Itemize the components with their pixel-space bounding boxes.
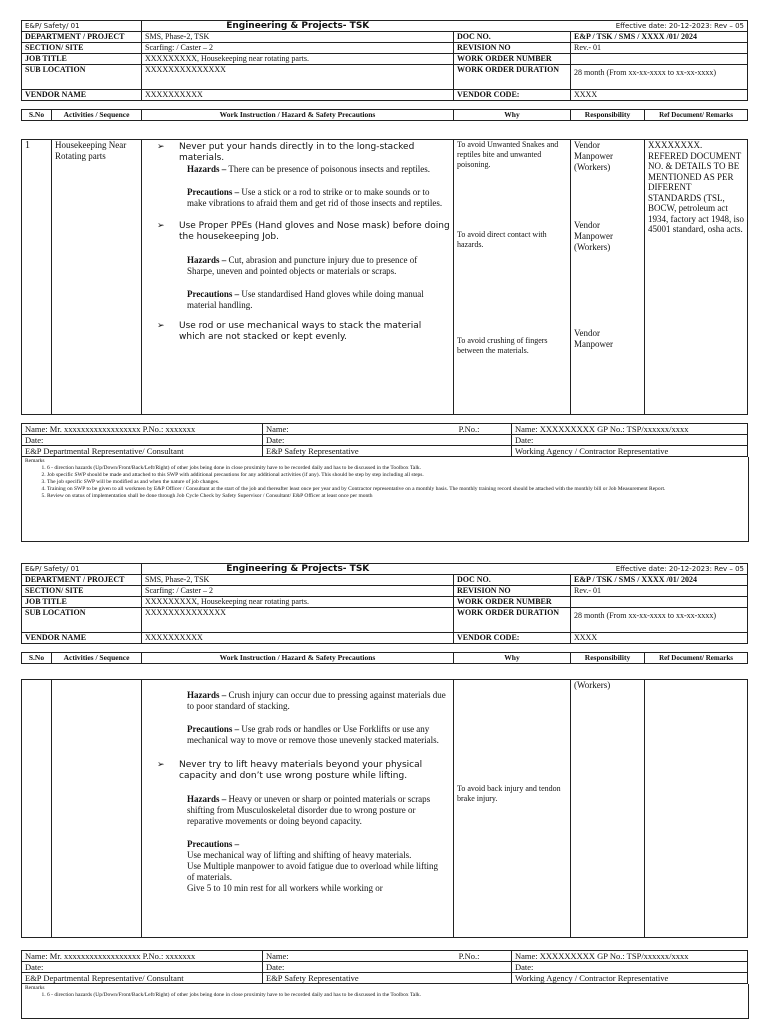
- sign-date-2: Date:: [263, 962, 512, 973]
- arrow-bullet-icon: ➢: [157, 760, 165, 770]
- col-sno: S.No: [22, 653, 52, 664]
- job-title-value: XXXXXXXXX, Housekeeping near rotating parts.: [142, 597, 454, 608]
- responsibility-text: Vendor Manpower: [574, 328, 613, 349]
- col-ref: Ref Document/ Remarks: [645, 653, 748, 664]
- row-activity: [52, 680, 142, 938]
- remark-item: 1. 6 - direction hazards (Up/Down/Front/Back/Left/Right) of other jobs being done in close proximity have to be recorded daily and has to be discussed in the Toolbox Talk.: [47, 465, 745, 472]
- sign-role-2: E&P Safety Representative: [263, 446, 512, 457]
- remark-item: 2. Job specific SWP should be made and attached to this SWP with additional precautions for any additional activities (if any). This should be step by step including all steps.: [47, 472, 745, 479]
- form-ref: E&P/ Safety/ 01: [22, 564, 142, 575]
- signature-table: [21, 423, 748, 457]
- arrow-bullet-icon: ➢: [157, 221, 165, 231]
- remarks-list: [25, 992, 745, 999]
- instruction-bullet: [157, 760, 450, 782]
- col-why: Why: [454, 653, 571, 664]
- responsibility-text: Vendor Manpower (Workers): [574, 140, 613, 172]
- job-title-label: JOB TITLE: [22, 597, 142, 608]
- sign-name-3: Name: XXXXXXXXX GP No.: TSP/xxxxxx/xxxx: [512, 424, 748, 435]
- column-header-table: [21, 652, 748, 664]
- duration-label: WORK ORDER DURATION: [454, 65, 571, 90]
- why-text: To avoid crushing of fingers between the materials.: [457, 336, 548, 355]
- col-ref: Ref Document/ Remarks: [645, 110, 748, 121]
- work-order-value: [571, 54, 748, 65]
- why-cell: [454, 140, 571, 415]
- sign-name-3: Name: XXXXXXXXX GP No.: TSP/xxxxxx/xxxx: [512, 951, 748, 962]
- col-instruction: Work Instruction / Hazard & Safety Precautions: [142, 653, 454, 664]
- doc-no-value: E&P / TSK / SMS / XXXX /01/ 2024: [571, 32, 748, 43]
- job-title-value: XXXXXXXXX, Housekeeping near rotating parts.: [142, 54, 454, 65]
- instruction-bullet: [157, 221, 450, 243]
- remarks-box: [21, 457, 749, 542]
- sign-role-3: Working Agency / Contractor Representative: [512, 973, 748, 984]
- revision-value: Rev.- 01: [571, 586, 748, 597]
- col-activity: Activities / Sequence: [52, 653, 142, 664]
- instruction-table: [21, 139, 748, 415]
- instruction-text: Never put your hands directly in to the long-stacked materials.: [179, 142, 415, 163]
- instruction-bullet: [157, 142, 450, 164]
- precaution-text: Precautions – Use grab rods or handles or Use Forklifts or use any mechanical way to move or remove those unevenly stacked materials.: [187, 724, 439, 745]
- instruction-text: Never try to lift heavy materials beyond your physical capacity and don’t use wrong posture while lifting.: [179, 760, 423, 781]
- sub-location-label: SUB LOCATION: [22, 608, 142, 633]
- dept-label: DEPARTMENT / PROJECT: [22, 575, 142, 586]
- work-order-value: [571, 597, 748, 608]
- hazard-text: Hazards – There can be presence of poisonous insects and reptiles.: [187, 164, 431, 174]
- remark-item: 3. The job specific SWP will be modified as and when the nature of job changes.: [47, 479, 745, 486]
- vendor-code-label: VENDOR CODE:: [454, 90, 571, 101]
- arrow-bullet-icon: ➢: [157, 142, 165, 152]
- precaution-text: Precautions – Use mechanical way of lifting and shifting of heavy materials. Use Multiple manpower to avoid fatigue due to overload while lifting of materials. Give 5 to 10 min rest for all workers while working or: [187, 839, 438, 893]
- work-order-label: WORK ORDER NUMBER: [454, 54, 571, 65]
- duration-value: 28 month (From xx-xx-xxxx to xx-xx-xxxx): [571, 608, 748, 633]
- ref-cell: XXXXXXXX. REFERED DOCUMENT NO. & DETAILS TO BE MENTIONED AS PER DIFERENT STANDARDS (TSL, BOCW, petroleum act 1934, factory act 1948, iso 45001 standard, osha acts.: [645, 140, 748, 415]
- instruction-cell: [142, 680, 454, 938]
- sign-name-2: Name: P.No.:: [263, 424, 512, 435]
- col-responsibility: Responsibility: [571, 110, 645, 121]
- responsibility-cell: [571, 680, 645, 938]
- row-sno: 1: [22, 140, 52, 415]
- why-text: To avoid direct contact with hazards.: [457, 230, 547, 249]
- sign-date-1: Date:: [22, 435, 263, 446]
- remarks-box: [21, 984, 749, 1019]
- instruction-cell: [142, 140, 454, 415]
- duration-label: WORK ORDER DURATION: [454, 608, 571, 633]
- col-why: Why: [454, 110, 571, 121]
- vendor-value: XXXXXXXXXX: [142, 633, 454, 644]
- remarks-title: Remarks: [25, 458, 45, 464]
- vendor-label: VENDOR NAME: [22, 90, 142, 101]
- why-cell: [454, 680, 571, 938]
- sign-date-3: Date:: [512, 962, 748, 973]
- signature-table: [21, 950, 748, 984]
- revision-label: REVISION NO: [454, 586, 571, 597]
- revision-value: Rev.- 01: [571, 43, 748, 54]
- dept-value: SMS, Phase-2, TSK: [142, 575, 454, 586]
- section-label: SECTION/ SITE: [22, 586, 142, 597]
- header-table: [21, 20, 748, 101]
- sign-role-1: E&P Departmental Representative/ Consultant: [22, 446, 263, 457]
- col-activity: Activities / Sequence: [52, 110, 142, 121]
- hazard-text: Hazards – Crush injury can occur due to pressing against materials due to poor standard of stacking.: [187, 690, 446, 711]
- section-value: Scarfing: / Caster – 2: [142, 586, 454, 597]
- sign-date-2: Date:: [263, 435, 512, 446]
- sign-date-3: Date:: [512, 435, 748, 446]
- hazard-text: Hazards – Heavy or uneven or sharp or pointed materials or scraps shifting from Musculoskeletal disorder due to wrong posture or reparative movements or doing beyond capacity.: [187, 794, 431, 826]
- remarks-list: [25, 465, 745, 500]
- responsibility-text: Vendor Manpower (Workers): [574, 220, 613, 252]
- form-page-2: [21, 563, 747, 1019]
- vendor-code-label: VENDOR CODE:: [454, 633, 571, 644]
- col-sno: S.No: [22, 110, 52, 121]
- dept-label: DEPARTMENT / PROJECT: [22, 32, 142, 43]
- col-responsibility: Responsibility: [571, 653, 645, 664]
- sign-name-2: Name: P.No.:: [263, 951, 512, 962]
- row-sno: [22, 680, 52, 938]
- vendor-label: VENDOR NAME: [22, 633, 142, 644]
- form-ref: E&P/ Safety/ 01: [22, 21, 142, 32]
- effective-date: Effective date: 20-12-2023: Rev – 05: [454, 564, 748, 575]
- why-text: To avoid back injury and tendon brake injury.: [457, 784, 561, 803]
- col-instruction: Work Instruction / Hazard & Safety Precautions: [142, 110, 454, 121]
- header-table: [21, 563, 748, 644]
- instruction-table: [21, 679, 748, 938]
- instruction-text: Use Proper PPEs (Hand gloves and Nose mask) before doing the housekeeping Job.: [179, 221, 450, 242]
- remark-item: 4. Training on SWP to be given to all workmen by E&P Officer / Consultant at the start of the job and thereafter least once per year and by Contractor representative on a monthly basis. The monthly training record should be attached with the monthly bill or Job Measurement Report.: [47, 486, 745, 493]
- doc-no-label: DOC NO.: [454, 32, 571, 43]
- sub-location-value: XXXXXXXXXXXXXX: [142, 608, 454, 633]
- column-header-table: [21, 109, 748, 121]
- sign-name-1: Name: Mr. xxxxxxxxxxxxxxxxxx P.No.: xxxxxxx: [22, 951, 263, 962]
- work-order-label: WORK ORDER NUMBER: [454, 597, 571, 608]
- section-label: SECTION/ SITE: [22, 43, 142, 54]
- arrow-bullet-icon: ➢: [157, 321, 165, 331]
- sub-location-label: SUB LOCATION: [22, 65, 142, 90]
- duration-value: 28 month (From xx-xx-xxxx to xx-xx-xxxx): [571, 65, 748, 90]
- effective-date: Effective date: 20-12-2023: Rev – 05: [454, 21, 748, 32]
- sign-role-2: E&P Safety Representative: [263, 973, 512, 984]
- vendor-code-value: XXXX: [571, 90, 748, 101]
- sign-role-1: E&P Departmental Representative/ Consultant: [22, 973, 263, 984]
- row-activity: Housekeeping Near Rotating parts: [52, 140, 142, 415]
- job-title-label: JOB TITLE: [22, 54, 142, 65]
- instruction-bullet: [157, 321, 450, 343]
- page-title: Engineering & Projects- TSK: [142, 564, 454, 575]
- form-page-1: [21, 20, 747, 542]
- why-text: To avoid Unwanted Snakes and reptiles bite and unwanted poisoning.: [457, 140, 559, 169]
- remarks-title: Remarks: [25, 985, 45, 991]
- sign-role-3: Working Agency / Contractor Representative: [512, 446, 748, 457]
- revision-label: REVISION NO: [454, 43, 571, 54]
- section-value: Scarfing: / Caster – 2: [142, 43, 454, 54]
- sub-location-value: XXXXXXXXXXXXXX: [142, 65, 454, 90]
- doc-no-label: DOC NO.: [454, 575, 571, 586]
- responsibility-cell: [571, 140, 645, 415]
- precaution-text: Precautions – Use standardised Hand gloves while doing manual material handling.: [187, 289, 424, 310]
- page-title: Engineering & Projects- TSK: [142, 21, 454, 32]
- vendor-code-value: XXXX: [571, 633, 748, 644]
- responsibility-text: (Workers): [574, 680, 611, 690]
- precaution-text: Precautions – Use a stick or a rod to strike or to make sounds or to make vibrations to afraid them and get rid of those insects and reptiles.: [187, 187, 443, 208]
- vendor-value: XXXXXXXXXX: [142, 90, 454, 101]
- hazard-text: Hazards – Cut, abrasion and puncture injury due to presence of Sharpe, uneven and pointed objects or materials or scraps.: [187, 255, 418, 276]
- remark-item: 1. 6 - direction hazards (Up/Down/Front/Back/Left/Right) of other jobs being done in close proximity have to be recorded daily and has to be discussed in the Toolbox Talk.: [47, 992, 745, 999]
- doc-no-value: E&P / TSK / SMS / XXXX /01/ 2024: [571, 575, 748, 586]
- sign-date-1: Date:: [22, 962, 263, 973]
- sign-name-1: Name: Mr. xxxxxxxxxxxxxxxxxx P.No.: xxxxxxx: [22, 424, 263, 435]
- instruction-text: Use rod or use mechanical ways to stack the material which are not stacked or kept evenly.: [179, 321, 422, 342]
- remark-item: 5. Review on status of implementation shall be done through Job Cycle Check by Safety Supervisor / Consultant/ E&P Officer at least once per month: [47, 493, 745, 500]
- ref-cell: [645, 680, 748, 938]
- dept-value: SMS, Phase-2, TSK: [142, 32, 454, 43]
